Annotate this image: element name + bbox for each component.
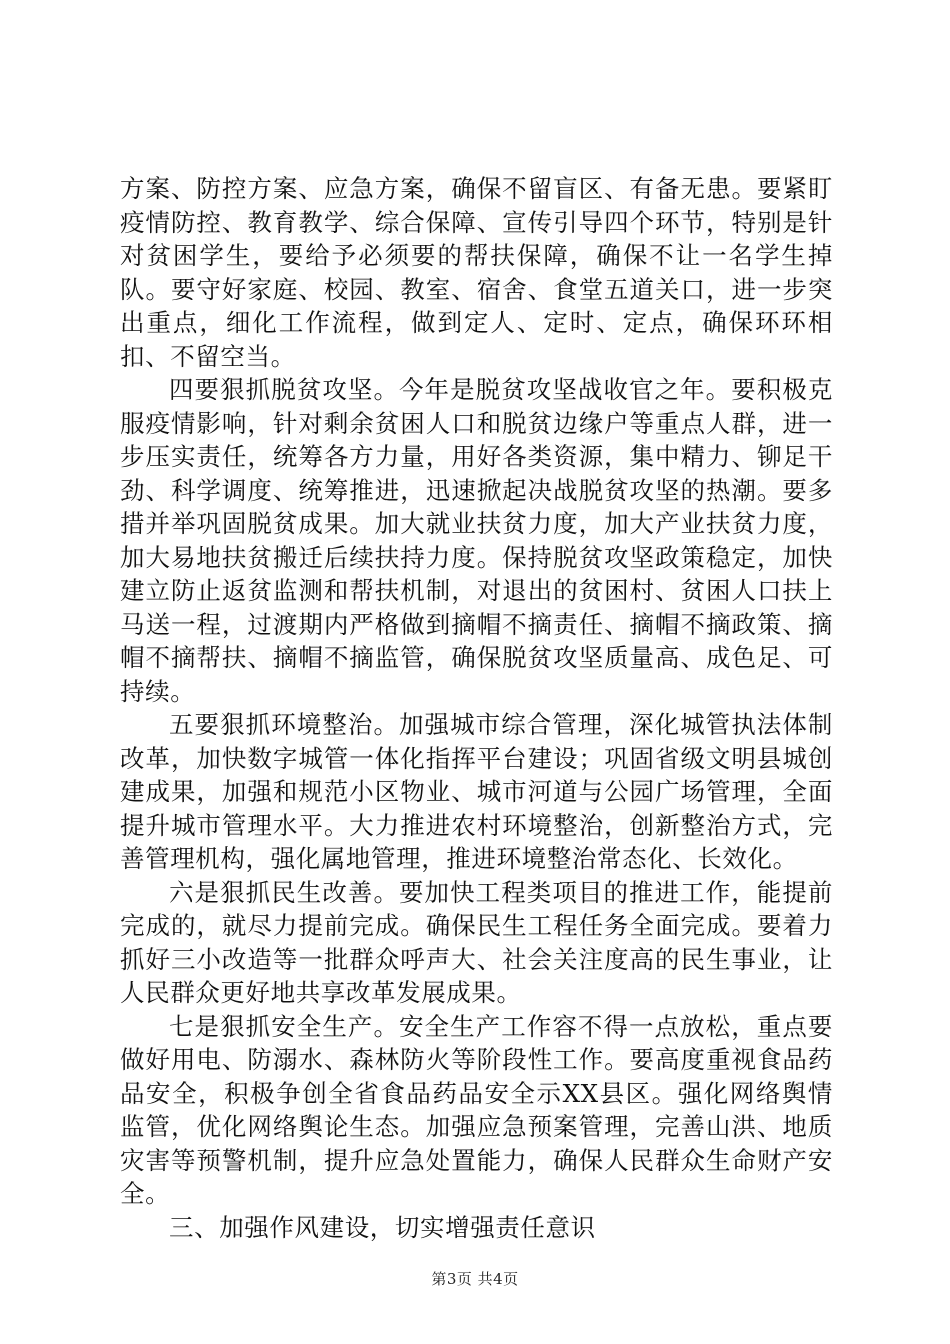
paragraph-continuation: 方案、防控方案、应急方案，确保不留盲区、有备无患。要紧盯疫情防控、教育教学、综合保障、宣传引导四个环节，特别是针对贫困学生，要给予必须要的帮扶保障，确保不让一名学生掉队。要守好家庭、校园、教室、宿舍、食堂五道关口，进一步突出重点，细化工作流程，做到定人、定时、定点，确保环环相扣、不留空当。 [120, 174, 833, 371]
paragraph-poverty-alleviation: 四要狠抓脱贫攻坚。今年是脱贫攻坚战收官之年。要积极克服疫情影响，针对剩余贫困人口和脱贫边缘户等重点人群，进一步压实责任，统筹各方力量，用好各类资源，集中精力、铆足干劲、科学调度、统筹推进，迅速掀起决战脱贫攻坚的热潮。要多措并举巩固脱贫成果。加大就业扶贫力度，加大产业扶贫力度，加大易地扶贫搬迁后续扶持力度。保持脱贫攻坚政策稳定，加快建立防止返贫监测和帮扶机制，对退出的贫困村、贫困人口扶上马送一程，过渡期内严格做到摘帽不摘责任、摘帽不摘政策、摘帽不摘帮扶、摘帽不摘监管，确保脱贫攻坚质量高、成色足、可持续。 [120, 375, 833, 706]
section-heading: 三、加强作风建设，切实增强责任意识 [169, 1212, 596, 1242]
paragraph-safety: 七是狠抓安全生产。安全生产工作容不得一点放松，重点要做好用电、防溺水、森林防火等阶段性工作。要高度重视食品药品安全，积极争创全省食品药品安全示XX县区。强化网络舆情监管，优化网络舆论生态。加强应急预案管理，完善山洪、地质灾害等预警机制，提升应急处置能力，确保人民群众生命财产安全。 [120, 1011, 833, 1208]
paragraph-livelihood: 六是狠抓民生改善。要加快工程类项目的推进工作，能提前完成的，就尽力提前完成。确保民生工程任务全面完成。要着力抓好三小改造等一批群众呼声大、社会关注度高的民生事业，让人民群众更好地共享改革发展成果。 [120, 877, 833, 1007]
page-number-footer: 第3页 共4页 [431, 1270, 519, 1288]
paragraph-environment: 五要狠抓环境整治。加强城市综合管理，深化城管执法体制改革，加快数字城管一体化指挥平台建设；巩固省级文明县城创建成果，加强和规范小区物业、城市河道与公园广场管理，全面提升城市管理水平。大力推进农村环境整治，创新整治方式，完善管理机构，强化属地管理，推进环境整治常态化、长效化。 [120, 710, 833, 873]
document-body [120, 172, 833, 1244]
